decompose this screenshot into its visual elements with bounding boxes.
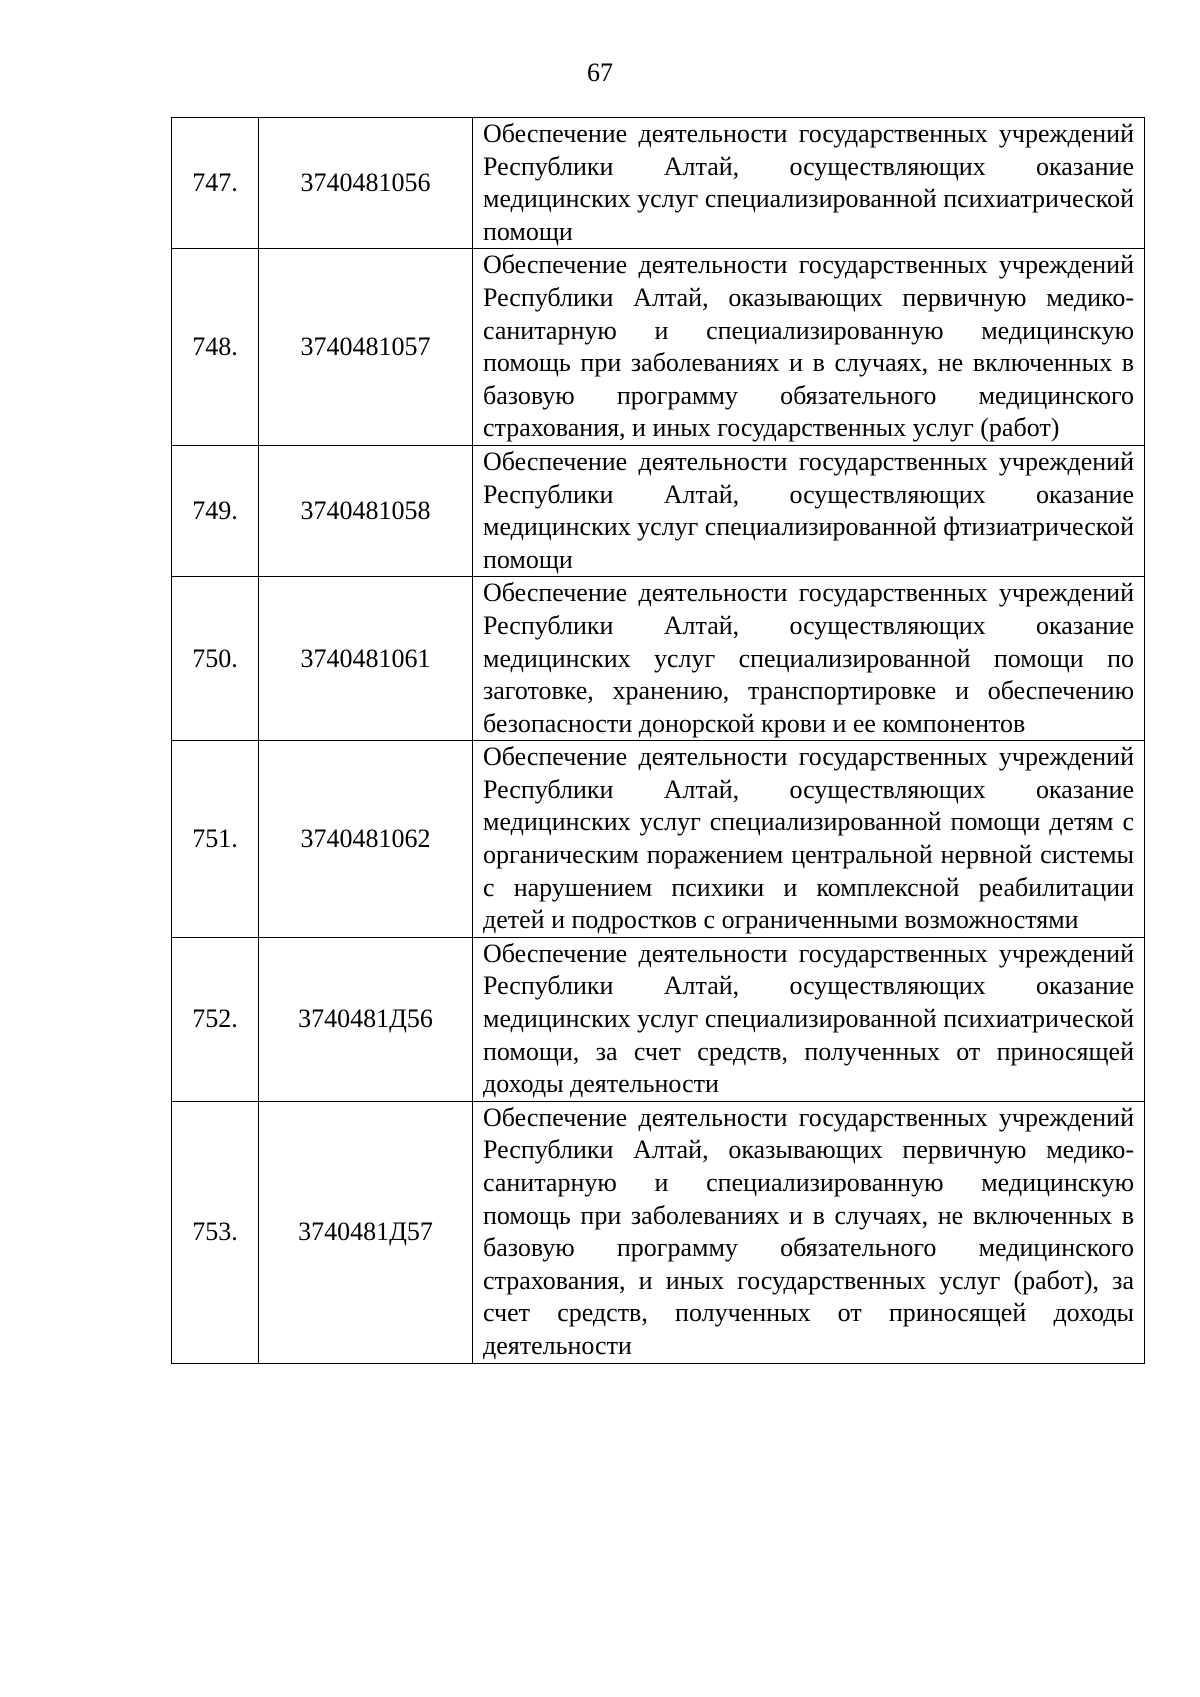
budget-code: 3740481061: [259, 577, 473, 741]
page-number: 67: [587, 58, 613, 87]
budget-code-table: [171, 117, 1145, 1364]
row-number: 748.: [172, 249, 259, 446]
row-description: Обеспечение деятельности государственных учреждений Республики Алтай, осуществляющих оказание медицинских услуг специализированной помощи детям с органическим поражением центральной нервной системы с нарушением психики и комплексной реабилитации детей и подростков с ограниченными возможностями: [473, 741, 1145, 938]
row-description: Обеспечение деятельности государственных учреждений Республики Алтай, оказывающих первичную медико-санитарную и специализированную медицинскую помощь при заболеваниях и в случаях, не включенных в базовую программу обязательного медицинского страхования, и иных государственных услуг (работ): [473, 249, 1145, 446]
row-number: 751.: [172, 741, 259, 938]
row-description: Обеспечение деятельности государственных учреждений Республики Алтай, осуществляющих оказание медицинских услуг специализированной помощи по заготовке, хранению, транспортировке и обеспечению безопасности донорской крови и ее компонентов: [473, 577, 1145, 741]
row-description: Обеспечение деятельности государственных учреждений Республики Алтай, осуществляющих оказание медицинских услуг специализированной фтизиатрической помощи: [473, 445, 1145, 576]
table-row: [172, 445, 1145, 576]
budget-code: 3740481058: [259, 445, 473, 576]
row-number: 749.: [172, 445, 259, 576]
row-number: 750.: [172, 577, 259, 741]
row-description: Обеспечение деятельности государственных учреждений Республики Алтай, осуществляющих оказание медицинских услуг специализированной психиатрической помощи, за счет средств, полученных от приносящей доходы деятельности: [473, 937, 1145, 1101]
budget-code: 3740481062: [259, 741, 473, 938]
table-row: [172, 937, 1145, 1101]
table-row: [172, 741, 1145, 938]
budget-code: 3740481Д57: [259, 1101, 473, 1363]
budget-code: 3740481056: [259, 118, 473, 249]
row-description: Обеспечение деятельности государственных учреждений Республики Алтай, оказывающих первичную медико-санитарную и специализированную медицинскую помощь при заболеваниях и в случаях, не включенных в базовую программу обязательного медицинского страхования, и иных государственных услуг (работ), за счет средств, полученных от приносящей доходы деятельности: [473, 1101, 1145, 1363]
row-number: 753.: [172, 1101, 259, 1363]
budget-code: 3740481Д56: [259, 937, 473, 1101]
budget-code: 3740481057: [259, 249, 473, 446]
table-row: [172, 577, 1145, 741]
table-row: [172, 118, 1145, 249]
table-row: [172, 249, 1145, 446]
row-description: Обеспечение деятельности государственных учреждений Республики Алтай, осуществляющих оказание медицинских услуг специализированной психиатрической помощи: [473, 118, 1145, 249]
row-number: 747.: [172, 118, 259, 249]
row-number: 752.: [172, 937, 259, 1101]
table-row: [172, 1101, 1145, 1363]
